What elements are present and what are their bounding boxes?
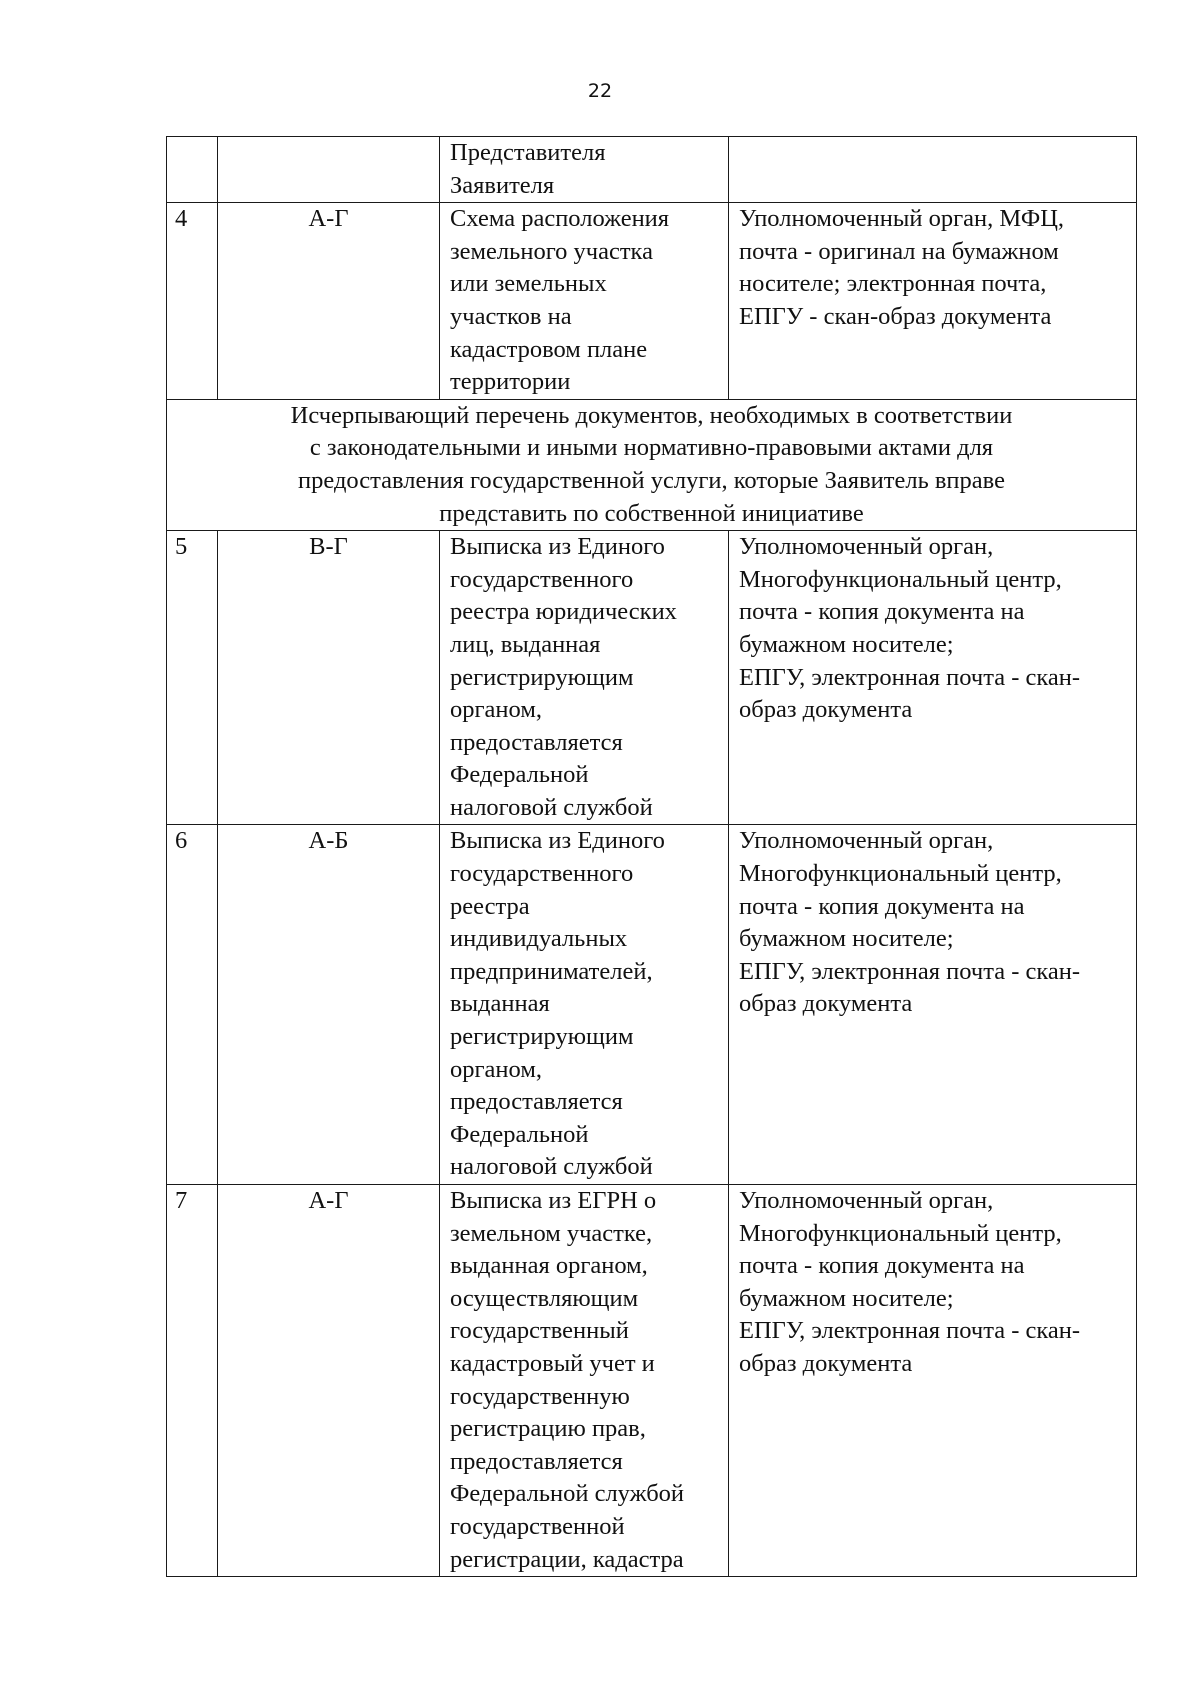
submission-method-line: почта - копия документа на: [739, 892, 1025, 920]
document-name-line: земельном участке,: [450, 1219, 653, 1247]
document-name-line: кадастровый учет и: [450, 1349, 655, 1377]
submission-method-line: бумажном носителе;: [739, 925, 954, 953]
document-name-line: регистрирующим: [450, 663, 634, 691]
row-number-cell: 7: [167, 1185, 218, 1577]
submission-method-line: Уполномоченный орган,: [739, 1187, 994, 1214]
document-name-cell: [440, 531, 729, 825]
section-header-line: Исчерпывающий перечень документов, необходимых в соответствии: [290, 401, 1013, 429]
submission-method-line: Многофункциональный центр,: [739, 565, 1062, 593]
document-name-line: Заявителя: [450, 171, 555, 199]
documents-table: [166, 136, 1137, 1577]
submission-method-line: бумажном носителе;: [739, 630, 954, 658]
row-number-cell: 6: [167, 825, 218, 1185]
submission-method-line: Многофункциональный центр,: [739, 860, 1062, 888]
document-name-line: земельного участка: [450, 237, 653, 265]
document-name-line: государственной: [450, 1512, 625, 1540]
page-number: 22: [587, 80, 613, 102]
document-name-line: предоставляется: [450, 1088, 623, 1116]
document-name-cell: [440, 825, 729, 1185]
document-name-line: Представителя: [450, 139, 606, 166]
submission-method-line: образ документа: [739, 1349, 913, 1377]
submission-method-line: бумажном носителе;: [739, 1284, 954, 1312]
document-name-line: территории: [450, 368, 571, 396]
table-row-continuation: [167, 137, 1137, 203]
document-name-line: налоговой службой: [450, 1153, 653, 1181]
document-name-line: Федеральной: [450, 761, 589, 789]
applicant-code-cell: В-Г: [218, 531, 440, 825]
submission-method-cell: [729, 825, 1137, 1185]
document-name-line: Выписка из Единого: [450, 533, 665, 561]
table-row: [167, 1185, 1137, 1577]
document-name-line: регистрирующим: [450, 1023, 634, 1051]
table-row: [167, 203, 1137, 400]
submission-method-cell: [729, 203, 1137, 400]
document-name-line: осуществляющим: [450, 1284, 639, 1312]
table-row: [167, 825, 1137, 1185]
document-name-cell: [440, 203, 729, 400]
document-name-line: Выписка из Единого: [450, 827, 665, 855]
applicant-code-cell: [218, 137, 440, 203]
document-name-line: выданная органом,: [450, 1252, 648, 1280]
submission-method-line: почта - копия документа на: [739, 1252, 1025, 1280]
row-number-cell: 4: [167, 203, 218, 400]
submission-method-line: Многофункциональный центр,: [739, 1219, 1062, 1247]
submission-method-line: ЕПГУ, электронная почта - скан-: [739, 957, 1081, 985]
row-number-cell: [167, 137, 218, 203]
section-header-cell: [167, 399, 1137, 530]
document-name-line: индивидуальных: [450, 925, 628, 953]
document-name-line: налоговой службой: [450, 793, 653, 821]
applicant-code-cell: А-Г: [218, 203, 440, 400]
document-name-line: Федеральной службой: [450, 1480, 685, 1508]
submission-method-line: почта - оригинал на бумажном: [739, 237, 1059, 265]
document-name-line: органом,: [450, 1055, 542, 1083]
applicant-code-cell: А-Г: [218, 1185, 440, 1577]
row-number-cell: 5: [167, 531, 218, 825]
section-header-line: предоставления государственной услуги, которые Заявитель вправе: [298, 466, 1005, 494]
document-name-line: предоставляется: [450, 1447, 623, 1475]
document-name-line: государственного: [450, 565, 634, 593]
document-name-line: выданная: [450, 990, 550, 1018]
document-name-line: кадастровом плане: [450, 335, 648, 363]
submission-method-line: Уполномоченный орган, МФЦ,: [739, 205, 1065, 233]
section-header-line: представить по собственной инициативе: [439, 499, 864, 527]
submission-method-line: ЕПГУ, электронная почта - скан-: [739, 1317, 1081, 1345]
documents-table-body: [167, 137, 1137, 1577]
submission-method-line: Уполномоченный орган,: [739, 827, 994, 855]
document-name-cell: [440, 137, 729, 203]
document-name-line: регистрацию прав,: [450, 1415, 646, 1443]
document-name-line: или земельных: [450, 270, 607, 298]
document-name-line: органом,: [450, 696, 542, 724]
document-name-line: государственную: [450, 1382, 630, 1410]
submission-method-line: ЕПГУ - скан-образ документа: [739, 302, 1052, 330]
document-name-cell: [440, 1185, 729, 1577]
document-name-line: регистрации, кадастра: [450, 1545, 684, 1573]
table-row: [167, 531, 1137, 825]
submission-method-line: Уполномоченный орган,: [739, 533, 994, 561]
document-name-line: предпринимателей,: [450, 957, 653, 985]
submission-method-cell: [729, 1185, 1137, 1577]
submission-method-cell: [729, 137, 1137, 203]
section-header-line: с законодательными и иными нормативно-правовыми актами для: [309, 434, 994, 462]
document-name-line: реестра юридических: [450, 598, 677, 626]
submission-method-line: образ документа: [739, 990, 913, 1018]
document-name-line: государственного: [450, 860, 634, 888]
document-name-line: Федеральной: [450, 1120, 589, 1148]
applicant-code-cell: А-Б: [218, 825, 440, 1185]
submission-method-line: почта - копия документа на: [739, 598, 1025, 626]
document-name-line: лиц, выданная: [450, 630, 601, 658]
submission-method-cell: [729, 531, 1137, 825]
document-name-line: Схема расположения: [450, 205, 670, 233]
submission-method-line: образ документа: [739, 696, 913, 724]
document-name-line: государственный: [450, 1317, 629, 1345]
section-header-row: [167, 399, 1137, 530]
submission-method-line: ЕПГУ, электронная почта - скан-: [739, 663, 1081, 691]
document-name-line: реестра: [450, 892, 530, 920]
submission-method-line: носителе; электронная почта,: [739, 270, 1047, 298]
document-name-line: предоставляется: [450, 728, 623, 756]
document-name-line: участков на: [450, 302, 572, 330]
document-name-line: Выписка из ЕГРН о: [450, 1187, 657, 1214]
